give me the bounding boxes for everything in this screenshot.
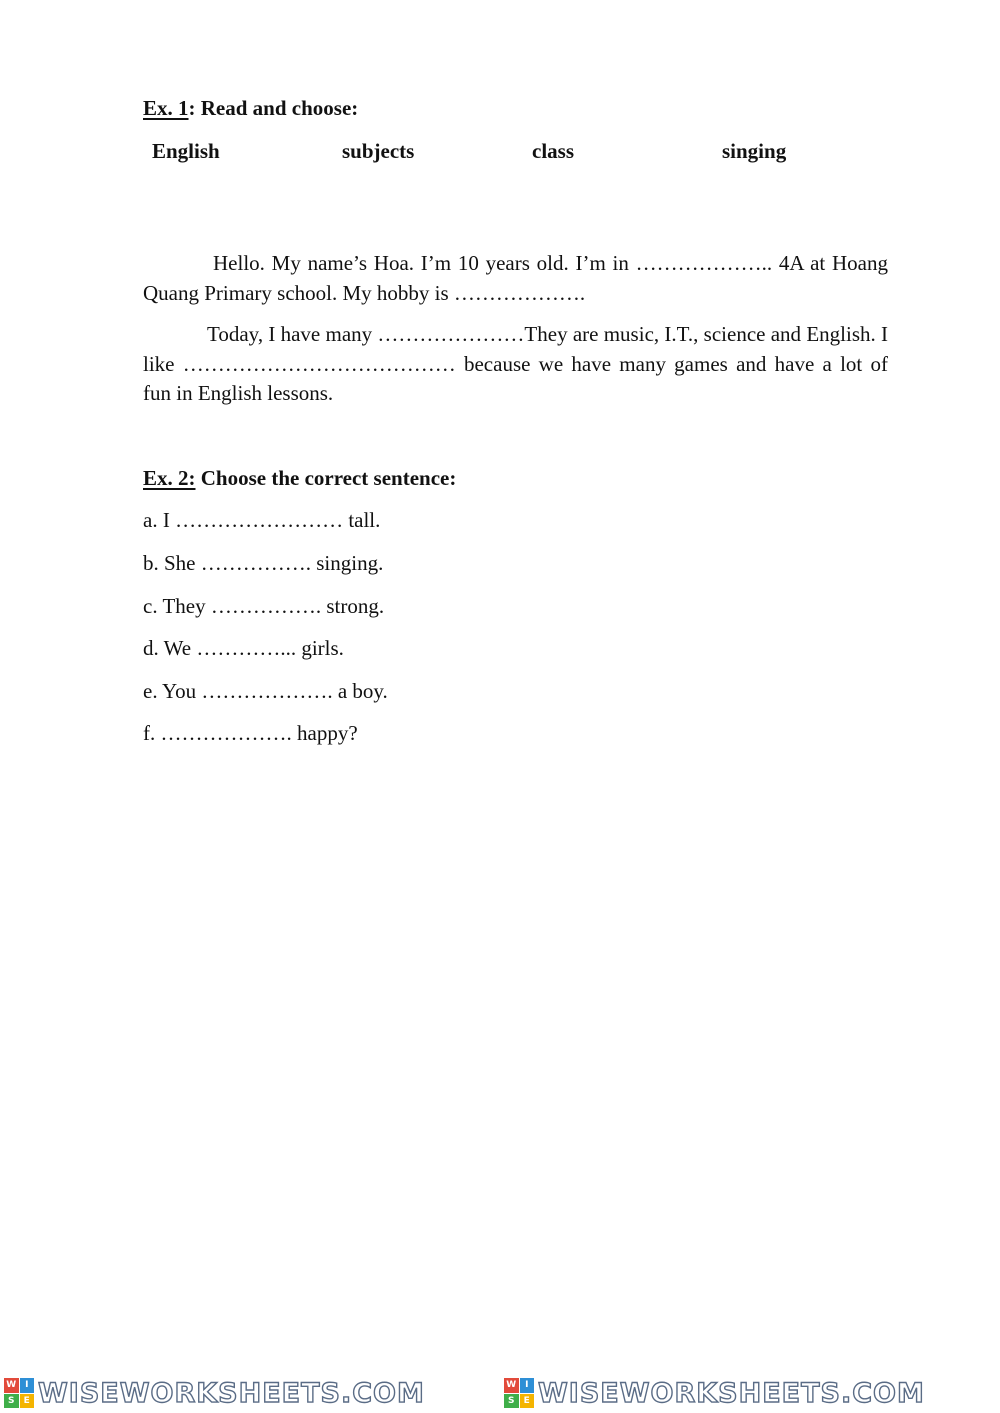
exercise-1-label: Ex. 1 [143,96,189,120]
sentence-item: e. You ………………. a boy. [143,679,388,703]
watermark [500,1376,1000,1410]
word-bank-item: subjects [342,139,415,163]
sentence-item: f. ………………. happy? [143,721,358,745]
exercise-2-label: Ex. 2: [143,466,196,490]
watermark-text: WISEWORKSHEETS.COM [538,1377,925,1409]
passage-paragraph-2: Today, I have many …………………They are music, I.T., science and English. I like ………………………………… because we have many games and have a lot of fun in English lessons. [143,322,888,405]
word-bank-item: singing [722,139,787,163]
watermark [0,1376,500,1410]
word-bank [0,139,1000,169]
sentence-item: c. They ……………. strong. [143,594,385,618]
wiseworksheets-logo-icon: W I S E [4,1378,34,1408]
word-bank-item: class [532,139,574,163]
sentence-item: d. We …………... girls. [143,636,344,660]
watermark-text: WISEWORKSHEETS.COM [38,1377,425,1409]
passage-paragraph-1: Hello. My name’s Hoa. I’m 10 years old. I’m in ……………….. 4A at Hoang Quang Primary school. My hobby is ………………. [143,251,888,305]
wiseworksheets-logo-icon: W I S E [504,1378,534,1408]
exercise-1-title: : Read and choose: [188,96,359,120]
word-bank-item: English [152,139,220,163]
exercise-2-title: Choose the correct sentence: [195,466,457,490]
exercise-1-heading [143,96,358,121]
exercise-2-heading [143,466,456,491]
sentence-item: b. She ……………. singing. [143,551,384,575]
watermark-footer [0,1376,1000,1410]
sentence-item: a. I …………………… tall. [143,508,381,532]
